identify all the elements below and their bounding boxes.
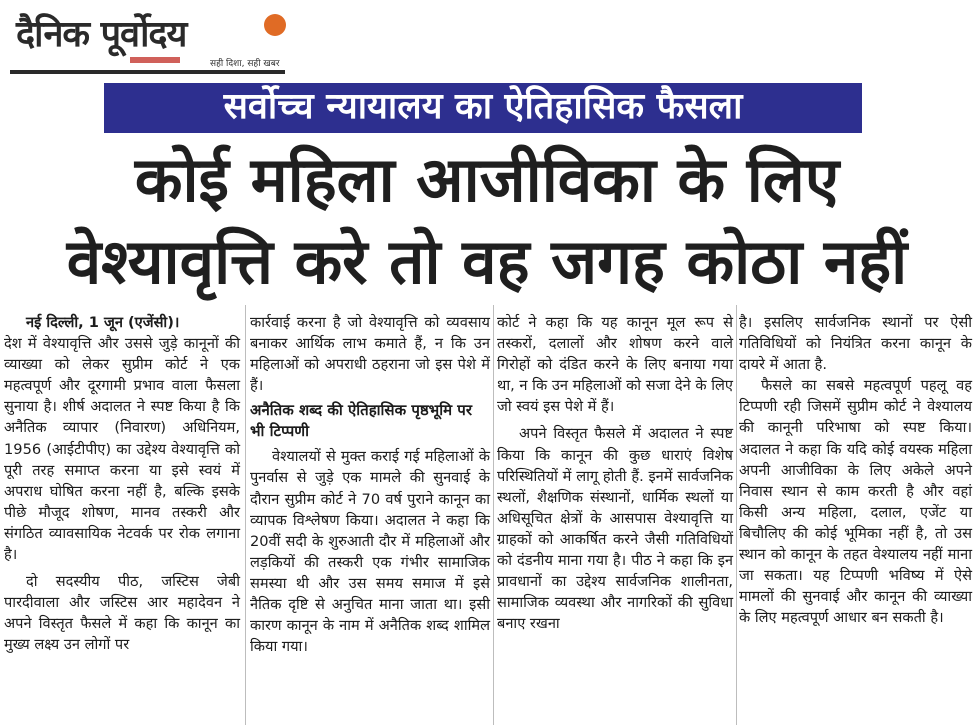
dateline: नई दिल्ली, 1 जून (एजेंसी)।: [26, 314, 180, 331]
column-divider: [736, 305, 737, 725]
headline-line-1: कोई महिला आजीविका के लिए: [134, 143, 840, 216]
logo-red-strip: [130, 57, 180, 63]
paragraph: वेश्यालयों से मुक्त कराई गई महिलाओं के पुनर्वास से जुड़े एक मामले की सुनवाई के दौरान सुप्रीम कोर्ट ने 70 वर्ष पुराने कानून का व्यापक विश्लेषण किया। अदालत ने कहा कि 20वीं सदी के शुरुआती दौर में महिलाओं और लड़कियों की तस्करी एक गंभीर सामाजिक समस्या थी और उस समय समाज में इसे नैतिक दृष्टि से अनुचित माना जाता था। इसी कारण कानून के नाम में अनैतिक शब्द शामिल किया गया।: [250, 448, 490, 656]
paragraph: दो सदस्यीय पीठ, जस्टिस जेबी पारदीवाला और जस्टिस आर महादेवन ने अपने विस्तृत फैसले में कहा कि कानून का मुख्य लक्ष्य उन लोगों पर: [4, 573, 240, 654]
paragraph: अपने विस्तृत फैसले में अदालत ने स्पष्ट किया कि कानून की कुछ धाराएं विशेष परिस्थितियों में लागू होती हैं. इनमें सार्वजनिक स्थलों, शैक्षणिक संस्थानों, धार्मिक स्थलों या अधिसूचित क्षेत्रों के आसपास वेश्यावृत्ति या ग्राहकों को आकर्षित करने जैसी गतिविधियों को दंडनीय माना गया है। पीठ ने कहा कि इन प्रावधानों का उद्देश्य सार्वजनिक शालीनता, सामाजिक व्यवस्था और नागरिकों की सुविधा बनाए रखना: [497, 425, 733, 633]
paragraph: कोर्ट ने कहा कि यह कानून मूल रूप से तस्करों, दलालों और शोषण करने वाले गिरोहों को दंडित करने के लिए बनाया गया था, न कि उन महिलाओं को सजा देने के लिए जो स्वयं इस पेशे में हैं।: [497, 314, 733, 416]
column-divider: [493, 305, 494, 725]
masthead-tagline: सही दिशा, सही खबर: [210, 59, 280, 69]
masthead-underline: [10, 70, 285, 74]
paragraph: है। इसलिए सार्वजनिक स्थानों पर ऐसी गतिविधियों को नियंत्रित करना कानून के दायरे में आता है.: [739, 314, 972, 374]
column-divider: [245, 305, 246, 725]
article-column-4: [739, 312, 972, 628]
paragraph: कार्रवाई करना है जो वेश्यावृत्ति को व्यवसाय बनाकर आर्थिक लाभ कमाते हैं, न कि उन महिलाओं को अपराधी ठहराना जो इस पेशे में हैं।: [250, 314, 490, 395]
headline-line-2: वेश्यावृत्ति करे तो वह जगह कोठा नहीं: [66, 225, 908, 298]
article-column-2: [250, 312, 490, 657]
paragraph: फैसले का सबसे महत्वपूर्ण पहलू वह टिप्पणी रही जिसमें सुप्रीम कोर्ट ने वेश्यालय की कानूनी परिभाषा को स्पष्ट किया। अदालत ने कहा कि यदि कोई वयस्क महिला अपनी आजीविका के लिए अकेले अपने निवास स्थान से काम करती है और वहां किसी अन्य महिला, दलाल, एजेंट या बिचौलिए की कोई भूमिका नहीं है, तो उस स्थान को कानून के तहत वेश्यालय नहीं माना जा सकता। यह टिप्पणी भविष्य में ऐसे मामलों की सुनवाई और कानून की व्याख्या के लिए महत्वपूर्ण आधार बन सकती है।: [739, 377, 972, 627]
paragraph: देश में वेश्यावृत्ति और उससे जुड़े कानूनों की व्याख्या को लेकर सुप्रीम कोर्ट ने एक महत्वपूर्ण और दूरगामी प्रभाव वाला फैसला सुनाया है। शीर्ष अदालत ने स्पष्ट किया है कि अनैतिक व्यापार (निवारण) अधिनियम, 1956 (आईटीपीए) का उद्देश्य वेश्यावृत्ति को पूरी तरह समाप्त करना या इसे स्वयं में अपराध घोषित करना नहीं है, बल्कि इसके पीछे मौजूद शोषण, मानव तस्करी और संगठित व्यावसायिक नेटवर्क पर रोक लगाना है।: [4, 335, 240, 564]
newspaper-logo: दैनिक पूर्वोदय: [16, 14, 187, 55]
kicker-banner: सर्वोच्च न्यायालय का ऐतिहासिक फैसला: [104, 83, 862, 133]
article-column-1: [4, 312, 240, 656]
masthead: [10, 8, 285, 74]
subheading: अनैतिक शब्द की ऐतिहासिक पृष्ठभूमि पर भी टिप्पणी: [250, 401, 472, 441]
article-column-3: [497, 312, 733, 634]
logo-sun-icon: [264, 14, 286, 36]
